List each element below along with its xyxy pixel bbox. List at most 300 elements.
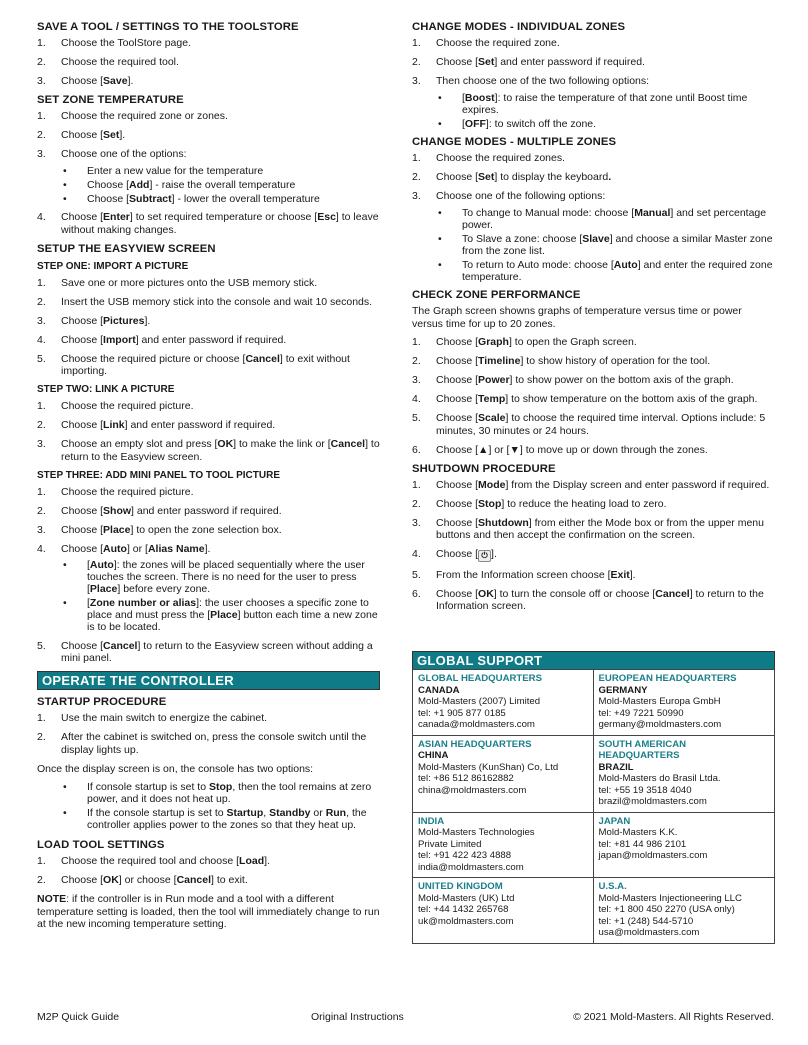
text-segment: Choose one of the options: <box>61 148 187 160</box>
step-item <box>37 712 380 725</box>
office-region: SOUTH AMERICAN HEADQUARTERS <box>598 738 687 761</box>
heading-startup-procedure: STARTUP PROCEDURE <box>37 696 167 708</box>
text-segment: [ <box>462 91 465 104</box>
footer-original-instructions: Original Instructions <box>311 1011 404 1023</box>
text-segment: Choose [ <box>436 548 479 560</box>
step-number: 3. <box>412 516 421 529</box>
office-region: ASIAN HEADQUARTERS <box>418 738 532 750</box>
text-segment: ] and enter password if required. <box>494 56 645 68</box>
step-item <box>37 486 380 499</box>
text-segment: ] to display the keyboard <box>494 171 609 183</box>
subheading-add-mini-panel: STEP THREE: ADD MINI PANEL TO TOOL PICTURE <box>37 469 280 481</box>
bold-term: Subtract <box>129 192 172 205</box>
office-line: japan@moldmasters.com <box>598 850 708 861</box>
office-region: GLOBAL HEADQUARTERS <box>418 673 543 684</box>
office-line: Mold-Masters Technologies <box>418 827 535 838</box>
step-item <box>412 517 775 542</box>
subheading-link-picture: STEP TWO: LINK A PICTURE <box>37 384 175 395</box>
step-number: 1. <box>412 336 421 348</box>
note-label: NOTE <box>37 893 67 905</box>
bold-term: Alias Name <box>147 542 205 555</box>
bold-term: Standby <box>269 807 311 819</box>
step-item <box>37 334 380 347</box>
footer-guide-name: M2P Quick Guide <box>37 1011 120 1023</box>
text-segment: ] or [ <box>488 443 510 456</box>
steps-individual-zones <box>412 37 775 130</box>
bold-term: Auto <box>89 559 114 571</box>
step-item <box>37 543 380 634</box>
text-segment: ] to set required temperature or choose [ <box>129 211 318 223</box>
bold-term: Cancel <box>655 587 690 600</box>
text-segment: Choose [ <box>436 374 479 386</box>
office-line: Mold-Masters do Brasil Ltda. <box>598 773 721 784</box>
bold-term: Show <box>103 504 132 517</box>
text-segment: Choose [ <box>436 443 479 456</box>
bold-term: . <box>608 171 612 183</box>
office-cell <box>413 878 594 943</box>
text-segment: Choose [ <box>61 874 104 886</box>
text-segment: Choose [ <box>61 75 104 87</box>
text-segment: ] and enter password if required. <box>124 419 276 431</box>
step-number: 1. <box>37 485 46 498</box>
step-item <box>37 419 380 432</box>
text-segment: ]: to raise the temperature of that zone until Boost time expires. <box>462 91 748 116</box>
step-number: 1. <box>37 712 46 724</box>
bold-term: Place <box>210 609 238 621</box>
office-country: CANADA <box>418 684 460 696</box>
office-line: brazil@moldmasters.com <box>598 796 707 807</box>
step-item <box>37 353 380 378</box>
text-segment: Choose [ <box>436 336 479 348</box>
bold-term: Import <box>103 333 136 346</box>
step-number: 2. <box>412 355 421 367</box>
steps-import-picture <box>37 277 380 378</box>
step-number: 4. <box>37 542 46 555</box>
office-line: germany@moldmasters.com <box>598 719 722 730</box>
bullet-item <box>37 559 380 595</box>
text-segment: Choose [ <box>87 192 130 205</box>
step-item <box>412 393 775 406</box>
step-item <box>412 190 775 283</box>
step-item <box>412 548 775 562</box>
text-segment: Choose the required zones. <box>436 152 565 164</box>
text-segment: ]. <box>119 129 126 141</box>
step-number: 4. <box>37 333 46 346</box>
step-item <box>412 336 775 349</box>
step-number: 4. <box>412 548 421 560</box>
step-item <box>37 855 380 868</box>
text-segment: To return to Auto mode: choose [ <box>462 258 614 271</box>
office-line: Mold-Masters Injectioneering LLC <box>598 892 742 904</box>
text-segment: From the Information screen choose [ <box>436 568 611 581</box>
text-segment: ]. <box>204 542 211 555</box>
step-item <box>412 355 775 368</box>
text-segment: ]. <box>629 568 636 581</box>
global-support-band: GLOBAL SUPPORT <box>412 651 775 670</box>
step-number: 3. <box>412 190 421 202</box>
step-number: 3. <box>37 75 46 87</box>
step-number: 6. <box>412 587 421 600</box>
bold-term: Set <box>103 129 120 141</box>
bold-term: Save <box>103 75 128 87</box>
step-item <box>412 75 775 130</box>
step-number: 5. <box>37 352 46 365</box>
text-segment: ] from either the Mode box or from the upper menu buttons and then accept the confirmation on the screen. <box>436 516 764 541</box>
step-item <box>37 129 380 142</box>
step-item <box>37 400 380 413</box>
step-number: 2. <box>412 171 421 183</box>
steps-set-zone-temperature <box>37 110 380 236</box>
bullet-item <box>412 259 775 283</box>
office-line: canada@moldmasters.com <box>418 719 535 730</box>
step-item <box>412 37 775 50</box>
step-item <box>412 56 775 69</box>
steps-add-mini-panel <box>37 486 380 665</box>
left-column <box>37 16 380 937</box>
text-segment: Choose [ <box>436 516 479 529</box>
graph-paragraph: The Graph screen showns graphs of temperature versus time or power versus time for up to 20 zones. <box>412 305 742 330</box>
bold-term: Cancel <box>245 352 280 365</box>
note-paragraph <box>37 893 380 931</box>
step-number: 1. <box>37 400 46 412</box>
step-number: 2. <box>37 56 46 68</box>
step-number: 3. <box>37 523 46 536</box>
text-segment: Choose [ <box>61 314 104 327</box>
bullet-list <box>61 559 380 633</box>
step-number: 1. <box>412 478 421 491</box>
step-item <box>37 640 380 665</box>
bullet-item <box>37 165 380 177</box>
step-item <box>37 277 380 290</box>
heading-individual-zones: CHANGE MODES - INDIVIDUAL ZONES <box>412 21 626 33</box>
step-item <box>37 211 380 236</box>
text-segment: Choose [ <box>61 542 104 555</box>
text-segment: ] to reduce the heating load to zero. <box>501 497 667 510</box>
text-segment: [ <box>462 117 465 130</box>
heading-setup-easyview: SETUP THE EASYVIEW SCREEN <box>37 242 216 255</box>
step-item <box>412 588 775 613</box>
step-number: 1. <box>412 152 421 164</box>
text-segment: , <box>263 807 270 819</box>
step-item <box>412 171 775 184</box>
step-number: 2. <box>37 129 46 141</box>
office-line: tel: +1 905 877 0185 <box>418 707 506 719</box>
text-segment: ] and choose a similar Master zone from the zone list. <box>462 232 773 257</box>
heading-check-zone-performance: CHECK ZONE PERFORMANCE <box>412 289 581 301</box>
office-line: tel: +81 44 986 2101 <box>598 838 687 850</box>
bold-term: Mode <box>478 478 506 491</box>
bullet-item <box>37 193 380 205</box>
right-column <box>412 16 775 944</box>
bold-term: OK <box>217 438 234 450</box>
bold-term: Power <box>478 374 510 386</box>
step-number: 1. <box>37 276 46 289</box>
bold-term: Timeline <box>478 355 521 367</box>
bold-term: Zone number or alias <box>89 597 197 609</box>
text-segment: Choose [ <box>61 211 104 223</box>
step-number: 3. <box>37 438 46 450</box>
power-icon: ⏻ <box>478 550 491 562</box>
bold-term: Auto <box>103 542 127 555</box>
office-line: Mold-Masters (UK) Ltd <box>418 892 515 904</box>
office-line: Private Limited <box>418 838 482 850</box>
office-region: EUROPEAN HEADQUARTERS <box>598 673 737 684</box>
bold-term: Slave <box>582 232 610 245</box>
text-segment: Choose [ <box>436 355 479 367</box>
step-number: 1. <box>37 110 46 122</box>
step-number: 6. <box>412 443 421 456</box>
text-segment: ] and enter password if required. <box>131 504 282 517</box>
step-number: 2. <box>37 731 46 743</box>
office-country: BRAZIL <box>598 761 634 773</box>
text-segment: ] or choose [ <box>118 874 177 886</box>
text-segment: If console startup is set to <box>87 781 209 793</box>
subheading-import-picture: STEP ONE: IMPORT A PICTURE <box>37 260 189 272</box>
text-segment: Choose the required zone. <box>436 37 560 49</box>
text-segment: Choose the required tool. <box>61 56 179 68</box>
text-segment: ] and enter the required zone temperature. <box>462 258 773 283</box>
step-item <box>412 444 775 457</box>
heading-load-tool-settings: LOAD TOOL SETTINGS <box>37 839 165 851</box>
text-segment: [ <box>87 597 90 609</box>
bold-term: Enter <box>103 211 130 223</box>
text-segment: Then choose one of the two following options: <box>436 75 650 87</box>
bold-term: Place <box>89 583 118 595</box>
bold-term: Graph <box>478 336 509 348</box>
steps-save-tool <box>37 37 380 88</box>
bold-term: Stop <box>478 497 502 510</box>
step-item <box>412 498 775 511</box>
text-segment: ] to return to the Easyview screen. <box>61 438 380 463</box>
bold-term: Exit <box>610 568 630 581</box>
text-segment: ] to exit. <box>211 874 248 886</box>
office-region: INDIA <box>418 815 445 827</box>
bold-term: Load <box>239 855 265 867</box>
step-number: 3. <box>37 148 46 160</box>
step-item <box>37 148 380 205</box>
step-number: 1. <box>37 37 46 49</box>
bold-term: Boost <box>464 91 495 104</box>
bold-term: Run <box>325 807 347 819</box>
bold-term: OK <box>478 587 494 600</box>
heading-save-tool: SAVE A TOOL / SETTINGS TO THE TOOLSTORE <box>37 21 299 33</box>
step-item <box>37 524 380 537</box>
text-segment: Choose an empty slot and press [ <box>61 438 218 450</box>
text-segment: Choose [ <box>61 639 104 652</box>
text-segment: Choose [ <box>436 587 479 600</box>
office-line: tel: +1 (248) 544-5710 <box>598 915 694 927</box>
text-segment: Choose one of the following options: <box>436 190 606 202</box>
office-line: Mold-Masters (KunShan) Co, Ltd <box>418 761 559 773</box>
text-segment: ] - raise the overall temperature <box>149 178 296 191</box>
bold-term: Pictures <box>103 314 145 327</box>
step-item <box>37 438 380 463</box>
bullet-item <box>37 179 380 191</box>
bullet-item <box>412 118 775 130</box>
steps-shutdown <box>412 479 775 613</box>
steps-multiple-zones <box>412 152 775 283</box>
office-cell <box>594 813 775 879</box>
bullet-item <box>37 807 380 831</box>
step-number: 4. <box>412 393 421 405</box>
office-region: JAPAN <box>598 815 631 827</box>
text-segment: Choose [ <box>61 504 104 517</box>
step-item <box>37 110 380 123</box>
office-cell <box>594 736 775 813</box>
text-segment: Choose [ <box>436 393 479 405</box>
startup-paragraph: Once the display screen is on, the console has two options: <box>37 762 314 775</box>
steps-startup <box>37 712 380 756</box>
text-segment: ] - lower the overall temperature <box>171 192 320 205</box>
steps-zone-performance <box>412 336 775 456</box>
step-item <box>412 412 775 437</box>
bold-term: Esc <box>317 211 336 223</box>
text-segment: , the controller applies power to the zones so that they heat up. <box>87 807 367 831</box>
bold-term: Auto <box>613 258 638 271</box>
text-segment: ] to open the zone selection box. <box>130 523 282 536</box>
step-item <box>412 374 775 387</box>
text-segment: ]. <box>264 855 270 867</box>
text-segment: ] to choose the required time interval. Options include: 5 minutes, 30 minutes or 24 hours. <box>436 412 766 437</box>
bold-term: OK <box>103 874 119 886</box>
heading-set-zone-temperature: SET ZONE TEMPERATURE <box>37 94 184 106</box>
office-line: usa@moldmasters.com <box>598 927 700 938</box>
step-number: 2. <box>37 419 46 431</box>
text-segment: ]. <box>127 75 134 87</box>
text-segment: ]: the zones will be placed sequentially where the user touches the screen. There is no need for the user to press [ <box>87 559 365 595</box>
step-item <box>37 56 380 69</box>
text-segment: Save one or more pictures onto the USB memory stick. <box>61 276 318 289</box>
office-line: Mold-Masters K.K. <box>598 827 678 838</box>
step-item <box>37 874 380 887</box>
step-number: 5. <box>37 639 46 652</box>
text-segment: Enter a new value for the temperature <box>87 164 264 177</box>
bullet-list <box>61 165 380 205</box>
text-segment: Choose [ <box>61 523 104 536</box>
text-segment: Choose [ <box>436 412 479 424</box>
heading-multiple-zones: CHANGE MODES - MULTIPLE ZONES <box>412 136 617 148</box>
text-segment: , then the tool remains at zero power, and it does not heat up. <box>87 781 372 805</box>
office-country: CHINA <box>418 750 449 761</box>
text-segment: ] to show power on the bottom axis of the graph. <box>509 374 734 386</box>
text-segment: To change to Manual mode: choose [ <box>462 206 635 219</box>
text-segment: Choose [ <box>436 497 479 510</box>
office-cell <box>594 670 775 736</box>
office-line: tel: +49 7221 50990 <box>598 707 684 719</box>
text-segment: To Slave a zone: choose [ <box>462 232 583 245</box>
office-line: tel: +91 422 423 4888 <box>418 850 512 861</box>
office-cell <box>413 670 594 736</box>
text-segment: ] to leave without making changes. <box>61 211 379 236</box>
office-line: Mold-Masters (2007) Limited <box>418 696 541 707</box>
bold-term: Cancel <box>330 438 366 450</box>
office-line: uk@moldmasters.com <box>418 915 514 927</box>
office-region: U.S.A. <box>598 881 627 892</box>
office-line: tel: +55 19 3518 4040 <box>598 784 692 796</box>
step-number: 2. <box>412 497 421 510</box>
office-line: tel: +44 1432 265768 <box>418 904 509 915</box>
step-item <box>37 315 380 328</box>
bold-term: ▲ <box>478 443 489 456</box>
office-region: UNITED KINGDOM <box>418 881 503 892</box>
text-segment: ] to open the Graph screen. <box>508 336 637 348</box>
bullet-item <box>412 207 775 231</box>
step-number: 2. <box>37 504 46 517</box>
text-segment: [ <box>87 559 90 571</box>
step-number: 2. <box>37 874 46 886</box>
steps-link-picture <box>37 400 380 463</box>
text-segment: ] to show temperature on the bottom axis of the graph. <box>505 393 758 405</box>
text-segment: ] or [ <box>126 542 148 555</box>
text-segment: ] button each time a new zone is to be located. <box>87 609 378 633</box>
startup-options <box>37 781 380 831</box>
step-item <box>37 731 380 756</box>
text-segment: Choose the required tool and choose [ <box>61 855 240 867</box>
step-item <box>412 152 775 165</box>
step-number: 2. <box>412 56 421 68</box>
text-segment: ] to move up or down through the zones. <box>519 443 708 456</box>
bullet-list <box>436 207 775 283</box>
text-segment: ]. <box>144 314 151 327</box>
text-segment: After the cabinet is switched on, press the console switch until the display lights up. <box>61 731 367 756</box>
bold-term: ▼ <box>509 443 520 456</box>
text-segment: ]: the user chooses a specific zone to place and must press the [ <box>87 597 369 621</box>
text-segment: Choose [ <box>61 419 104 431</box>
step-item <box>412 569 775 582</box>
support-offices-table <box>412 669 775 944</box>
bold-term: Scale <box>478 412 506 424</box>
text-segment: ] to return to the Information screen. <box>436 587 764 612</box>
text-segment: If the console startup is set to <box>87 807 227 819</box>
text-segment: Choose [ <box>87 178 130 191</box>
bold-term: OFF <box>464 117 486 130</box>
text-segment: ] to exit without importing. <box>61 352 350 377</box>
text-segment: Choose the required zone or zones. <box>61 110 228 122</box>
text-segment: ]: to switch off the zone. <box>485 117 597 130</box>
footer-copyright: © 2021 Mold-Masters. All Rights Reserved. <box>573 1011 774 1023</box>
step-number: 1. <box>412 37 421 49</box>
step-item <box>37 75 380 88</box>
office-cell <box>594 878 775 943</box>
step-item <box>37 296 380 309</box>
heading-shutdown-procedure: SHUTDOWN PROCEDURE <box>412 462 556 475</box>
text-segment: ] to show history of operation for the tool. <box>520 355 711 367</box>
steps-load-tool <box>37 855 380 887</box>
bold-term: Link <box>103 419 125 431</box>
text-segment: ] and set percentage power. <box>462 206 767 231</box>
text-segment: or <box>310 807 326 819</box>
text-segment: ] to make the link or [ <box>233 438 331 450</box>
bullet-list <box>436 92 775 130</box>
text-segment: ] to return to the Easyview screen without adding a mini panel. <box>61 639 373 664</box>
bold-term: Place <box>103 523 131 536</box>
step-item <box>37 37 380 50</box>
text-segment: Choose the required picture. <box>61 400 194 412</box>
office-cell <box>413 813 594 879</box>
step-number: 3. <box>37 314 46 327</box>
step-item <box>37 505 380 518</box>
step-number: 2. <box>37 295 46 308</box>
office-line: india@moldmasters.com <box>418 861 524 873</box>
text-segment: ]. <box>491 548 497 560</box>
text-segment: Choose the ToolStore page. <box>61 37 191 49</box>
step-number: 3. <box>412 75 421 87</box>
step-number: 1. <box>37 855 46 867</box>
text-segment: Choose [ <box>436 171 479 183</box>
bold-term: Cancel <box>103 639 138 652</box>
office-line: Mold-Masters Europa GmbH <box>598 696 721 707</box>
text-segment: Choose the required picture. <box>61 485 194 498</box>
